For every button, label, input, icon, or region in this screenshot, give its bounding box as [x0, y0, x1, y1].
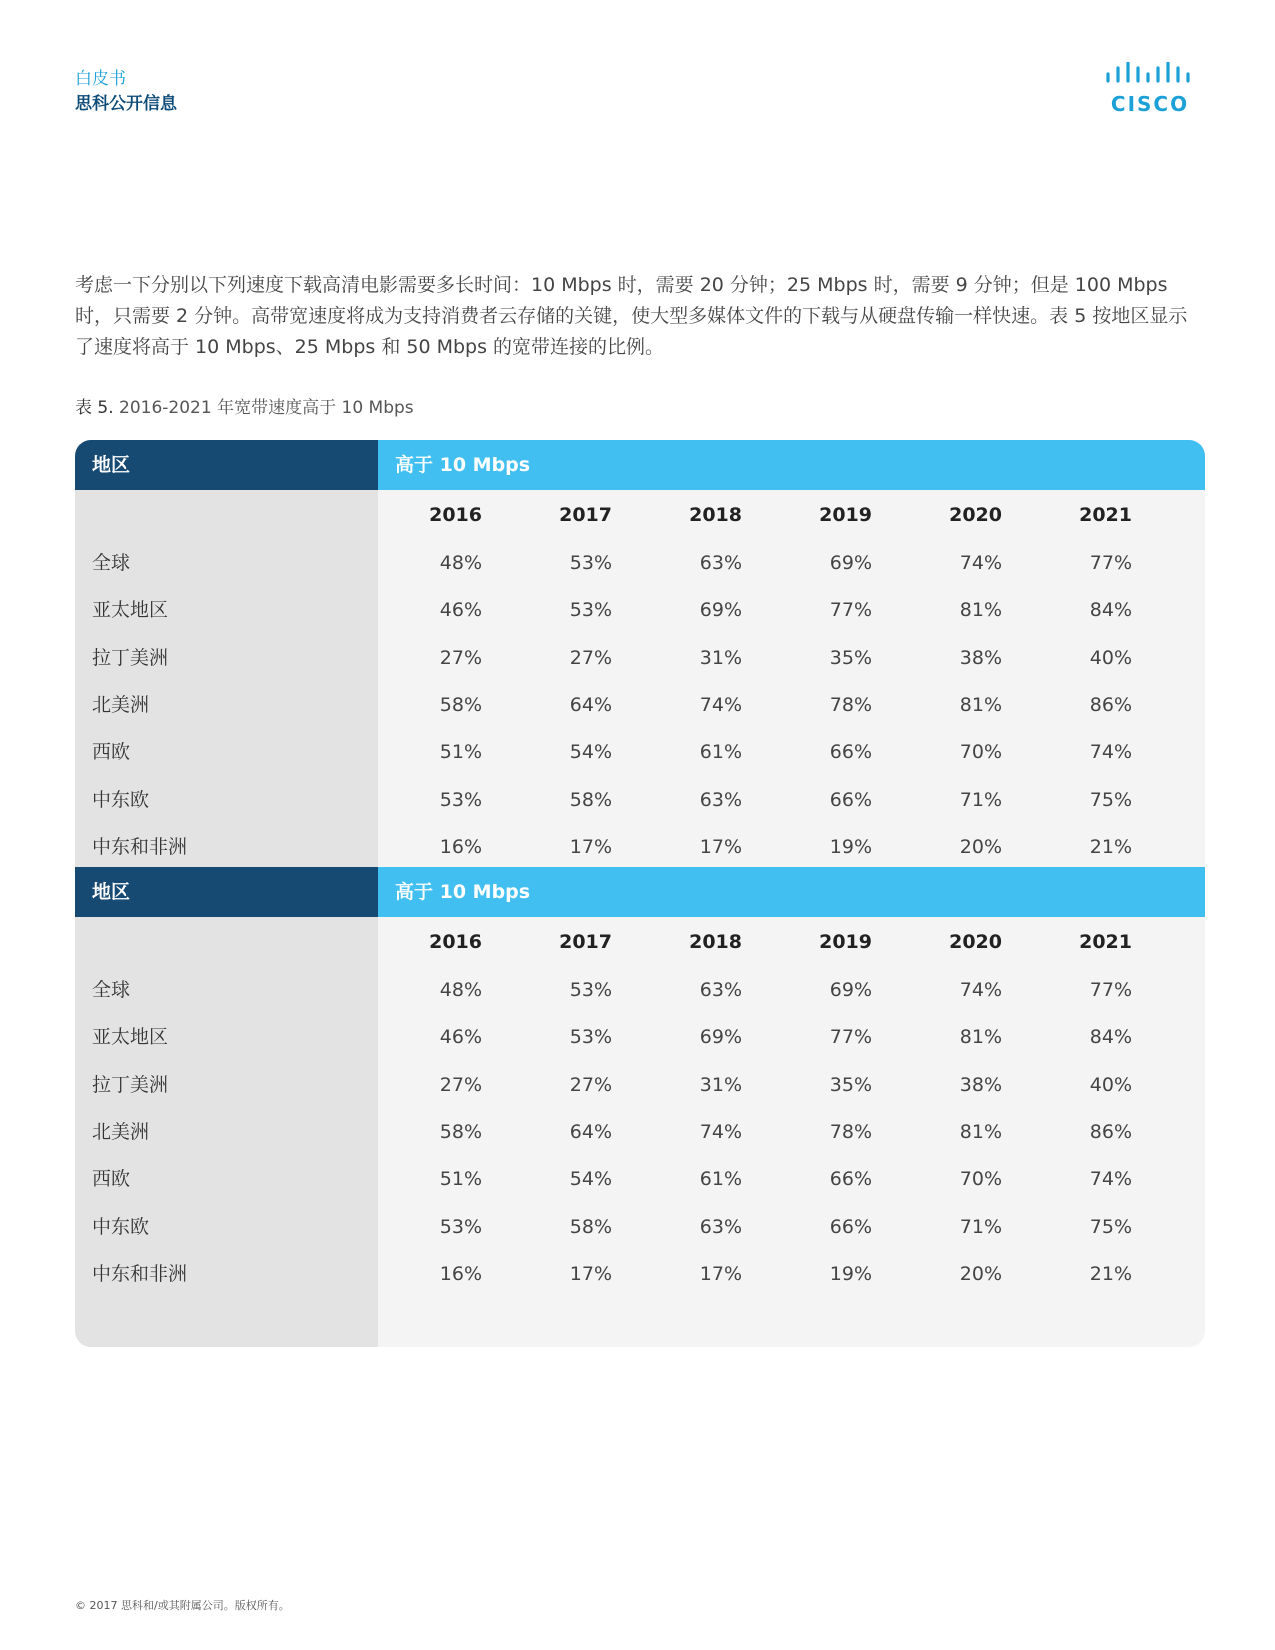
value-cell: 81%: [959, 599, 1002, 622]
table-caption-text: 2016-2021 年宽带速度高于 10 Mbps: [119, 398, 414, 418]
value-cell: 16%: [439, 835, 482, 858]
value-cell: 20%: [959, 835, 1002, 858]
value-cell: 81%: [959, 1120, 1002, 1143]
value-cell: 21%: [1089, 835, 1132, 858]
value-cell: 81%: [959, 693, 1002, 716]
year-header-cell: 2020: [949, 504, 1002, 526]
year-header-cell: 2019: [819, 504, 872, 526]
table-row: [75, 1249, 1205, 1299]
table-row: [75, 1060, 1205, 1110]
value-cell: 63%: [699, 552, 742, 574]
year-header-row: [75, 490, 1205, 540]
value-cell: 71%: [959, 788, 1002, 811]
year-header-cell: 2019: [819, 931, 872, 953]
region-cell: 全球: [92, 552, 131, 574]
classification-label: 思科公开信息: [75, 94, 177, 114]
region-cell: 亚太地区: [92, 599, 169, 622]
value-cell: 61%: [699, 741, 742, 764]
region-cell: 北美洲: [92, 693, 150, 716]
cisco-logo-text: CISCO: [1110, 92, 1190, 116]
region-cell: 中东欧: [92, 1215, 150, 1238]
value-cell: 38%: [959, 646, 1002, 669]
value-cell: 86%: [1089, 1120, 1132, 1143]
value-cell: 16%: [439, 1262, 482, 1285]
value-cell: 77%: [829, 1026, 872, 1049]
year-header-cell: 2020: [949, 931, 1002, 953]
table-header-row: [75, 867, 1205, 917]
value-cell: 53%: [569, 552, 612, 574]
year-header-cell: 2021: [1079, 931, 1132, 953]
footer-copyright: © 2017 思科和/或其附属公司。版权所有。: [75, 1599, 290, 1612]
table-row: [75, 538, 1205, 588]
table-row: [75, 680, 1205, 730]
value-cell: 81%: [959, 1026, 1002, 1049]
value-cell: 66%: [829, 1168, 872, 1191]
value-cell: 78%: [829, 693, 872, 716]
year-header-row: [75, 917, 1205, 967]
value-cell: 53%: [569, 1026, 612, 1049]
value-cell: 64%: [569, 693, 612, 716]
value-cell: 63%: [699, 788, 742, 811]
year-header-cell: 2021: [1079, 504, 1132, 526]
value-cell: 74%: [959, 979, 1002, 1001]
speed-header: 高于 10 Mbps: [378, 867, 1205, 917]
value-cell: 53%: [439, 788, 482, 811]
table-row: [75, 633, 1205, 683]
value-cell: 35%: [829, 646, 872, 669]
value-cell: 27%: [569, 646, 612, 669]
region-cell: 亚太地区: [92, 1026, 169, 1049]
value-cell: 64%: [569, 1120, 612, 1143]
region-cell: 西欧: [92, 741, 131, 764]
table-row: [75, 1202, 1205, 1252]
intro-paragraph: 考虑一下分别以下列速度下载高清电影需要多长时间：10 Mbps 时，需要 20 分钟；25 Mbps 时，需要 9 分钟；但是 100 Mbps 时，只需要 2 分钟。高带宽速度将成为支持消费者云存储的关键，使大型多媒体文件的下载与从硬盘传输一样快速。表 5 按地区显示了速度将高于 10 Mbps、25 Mbps 和 50 Mbps 的宽带连接的比例。: [75, 274, 1188, 358]
value-cell: 77%: [829, 599, 872, 622]
value-cell: 19%: [829, 1262, 872, 1285]
year-header-cell: 2016: [429, 931, 482, 953]
value-cell: 86%: [1089, 693, 1132, 716]
value-cell: 58%: [569, 1215, 612, 1238]
value-cell: 17%: [699, 835, 742, 858]
value-cell: 69%: [699, 599, 742, 622]
table-row: [75, 1154, 1205, 1204]
table-row: [75, 822, 1205, 872]
value-cell: 74%: [959, 552, 1002, 574]
value-cell: 74%: [1089, 1168, 1132, 1191]
year-header-cell: 2018: [689, 931, 742, 953]
value-cell: 40%: [1089, 1073, 1132, 1096]
value-cell: 48%: [439, 979, 482, 1001]
value-cell: 48%: [439, 552, 482, 574]
value-cell: 77%: [1089, 979, 1132, 1001]
cisco-logo: [1100, 62, 1200, 118]
value-cell: 69%: [829, 979, 872, 1001]
value-cell: 27%: [439, 1073, 482, 1096]
value-cell: 63%: [699, 1215, 742, 1238]
value-cell: 84%: [1089, 599, 1132, 622]
value-cell: 74%: [1089, 741, 1132, 764]
value-cell: 17%: [569, 1262, 612, 1285]
value-cell: 17%: [569, 835, 612, 858]
value-cell: 53%: [439, 1215, 482, 1238]
value-cell: 54%: [569, 1168, 612, 1191]
region-cell: 全球: [92, 979, 131, 1001]
region-header: 地区: [75, 440, 378, 490]
value-cell: 35%: [829, 1073, 872, 1096]
table-caption: [75, 393, 414, 418]
value-cell: 75%: [1089, 1215, 1132, 1238]
region-header: 地区: [75, 867, 378, 917]
value-cell: 53%: [569, 979, 612, 1001]
value-cell: 74%: [699, 693, 742, 716]
value-cell: 53%: [569, 599, 612, 622]
region-cell: 拉丁美洲: [92, 1073, 169, 1096]
table-row: [75, 585, 1205, 635]
value-cell: 19%: [829, 835, 872, 858]
region-cell: 中东和非洲: [92, 1262, 188, 1285]
region-cell: 北美洲: [92, 1120, 150, 1143]
value-cell: 77%: [1089, 552, 1132, 574]
value-cell: 21%: [1089, 1262, 1132, 1285]
table-row: [75, 1012, 1205, 1062]
value-cell: 66%: [829, 1215, 872, 1238]
year-header-cell: 2017: [559, 504, 612, 526]
table-header-row: [75, 440, 1205, 490]
value-cell: 27%: [569, 1073, 612, 1096]
value-cell: 58%: [439, 693, 482, 716]
value-cell: 66%: [829, 741, 872, 764]
value-cell: 31%: [699, 1073, 742, 1096]
table-row: [75, 775, 1205, 825]
table-caption-label: 表 5.: [75, 398, 114, 418]
value-cell: 38%: [959, 1073, 1002, 1096]
value-cell: 51%: [439, 741, 482, 764]
region-cell: 中东欧: [92, 788, 150, 811]
value-cell: 31%: [699, 646, 742, 669]
table-row: [75, 1107, 1205, 1157]
value-cell: 66%: [829, 788, 872, 811]
region-cell: 中东和非洲: [92, 835, 188, 858]
document-type-label: 白皮书: [75, 69, 126, 89]
value-cell: 78%: [829, 1120, 872, 1143]
year-header-cell: 2016: [429, 504, 482, 526]
value-cell: 17%: [699, 1262, 742, 1285]
year-header-cell: 2017: [559, 931, 612, 953]
year-header-cell: 2018: [689, 504, 742, 526]
value-cell: 51%: [439, 1168, 482, 1191]
table-row: [75, 965, 1205, 1015]
value-cell: 63%: [699, 979, 742, 1001]
value-cell: 74%: [699, 1120, 742, 1143]
value-cell: 69%: [699, 1026, 742, 1049]
value-cell: 46%: [439, 599, 482, 622]
region-cell: 西欧: [92, 1168, 131, 1191]
value-cell: 61%: [699, 1168, 742, 1191]
value-cell: 27%: [439, 646, 482, 669]
value-cell: 40%: [1089, 646, 1132, 669]
speed-header: 高于 10 Mbps: [378, 440, 1205, 490]
value-cell: 84%: [1089, 1026, 1132, 1049]
region-cell: 拉丁美洲: [92, 646, 169, 669]
table-row: [75, 727, 1205, 777]
value-cell: 69%: [829, 552, 872, 574]
value-cell: 20%: [959, 1262, 1002, 1285]
speed-table: [75, 440, 1205, 1347]
value-cell: 46%: [439, 1026, 482, 1049]
value-cell: 58%: [569, 788, 612, 811]
value-cell: 70%: [959, 1168, 1002, 1191]
value-cell: 70%: [959, 741, 1002, 764]
value-cell: 58%: [439, 1120, 482, 1143]
value-cell: 75%: [1089, 788, 1132, 811]
value-cell: 54%: [569, 741, 612, 764]
value-cell: 71%: [959, 1215, 1002, 1238]
cisco-bars-icon: [1106, 62, 1194, 86]
